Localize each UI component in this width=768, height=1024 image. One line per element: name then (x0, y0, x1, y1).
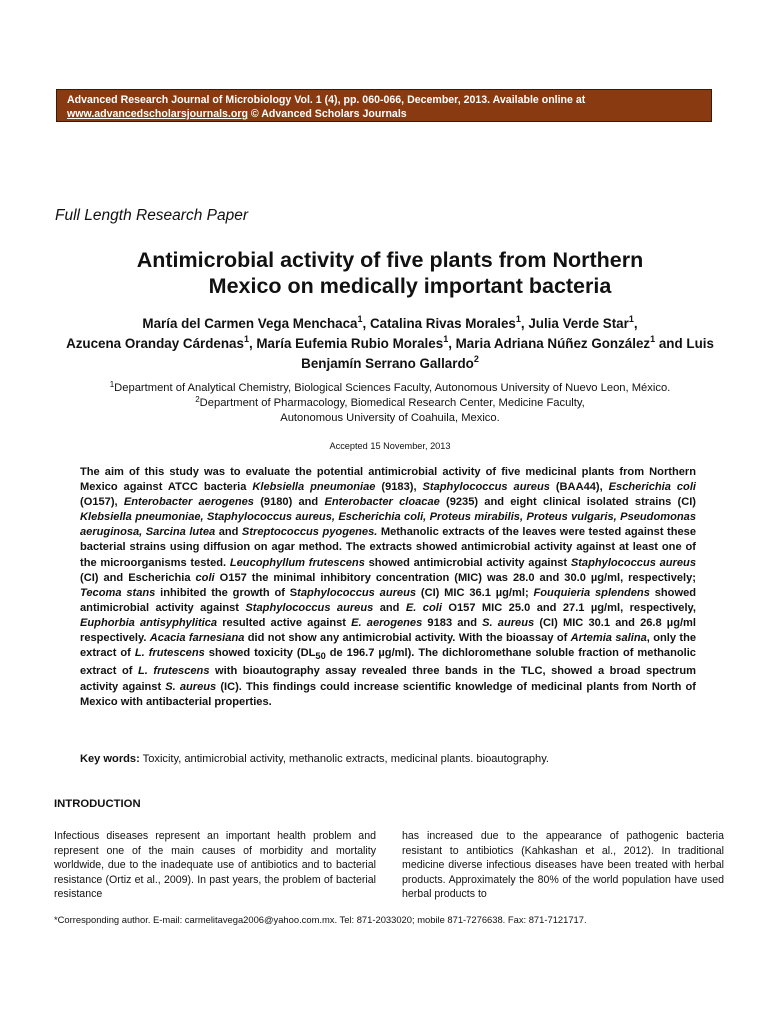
paper-title (60, 247, 720, 299)
affiliation-number: 1 (109, 380, 115, 389)
keywords-text: Toxicity, antimicrobial activity, methanolic extracts, medicinal plants. bioautography. (139, 753, 550, 765)
abstract-span: Methanolic extracts of the leaves were tested against these bacterial strains using diffusion on agar method. The extracts showed antimicrobial activity against at least one of the microorganisms tested. (80, 526, 697, 569)
intro-column-left: Infectious diseases represent an important health problem and represent one of the main causes of morbidity and mortality worldwide, due to the inadequate use of antibiotics and to bacterial resistance (Ortiz et al., 2009). In past years, the problem of bacterial resistance (54, 830, 376, 901)
affiliation-marker: 2 (473, 354, 479, 364)
author-name: Catalina Rivas Morales (369, 316, 516, 331)
abstract-text (80, 465, 696, 710)
abstract-span: showed toxicity (DL (204, 647, 316, 660)
species-name: Escherichia coli (608, 481, 696, 494)
title-line-2: Mexico on medically important bacteria (208, 274, 612, 298)
abstract-span: (9180) and (253, 496, 325, 509)
abstract-span: with bioautography assay revealed three bands in the TLC, showed a broad spectrum activity against (80, 665, 696, 693)
journal-citation: Advanced Research Journal of Microbiology Vol. 1 (4), pp. 060-066, December, 2013. Available online at (67, 94, 586, 106)
species-name: coli (195, 571, 215, 584)
abstract-span: de 196.7 µg/ml). The dichloromethane soluble fraction of methanolic extract of (80, 647, 696, 678)
species-name: Staphylococcus aureus (570, 556, 696, 569)
title-line-1: Antimicrobial activity of five plants from Northern (136, 248, 644, 272)
abstract-span: , only the extract of (80, 632, 697, 660)
copyright-notice: © Advanced Scholars Journals (247, 108, 407, 120)
abstract-span: (CI) and Escherichia (80, 571, 196, 584)
affiliation-1 (60, 381, 720, 396)
species-name: Euphorbia antisyphylitica (80, 616, 218, 629)
species-name: S. aureus (165, 680, 217, 693)
journal-banner (56, 89, 712, 122)
species-name: Fouquieria splendens (533, 586, 650, 599)
paper-type: Full Length Research Paper (55, 207, 249, 224)
journal-url-link[interactable]: www.advancedscholarsjournals.org (67, 108, 248, 120)
keywords (80, 753, 700, 765)
author-name: Julia Verde Star (528, 316, 629, 331)
abstract-span: and (215, 526, 242, 539)
affiliation-text: Department of Analytical Chemistry, Biological Sciences Faculty, Autonomous University of Nuevo Leon, México. (114, 382, 671, 394)
species-name: E. coli (405, 601, 442, 614)
abstract-span: (CI) MIC 36.1 µg/ml; (416, 586, 534, 599)
species-name: L. frutescens (134, 647, 205, 660)
abstract-span: and (373, 601, 406, 614)
species-name: Tecoma stans (80, 586, 156, 599)
author-line-2: Azucena Oranday Cárdenas$^1$, María Eufemia Rubio Morales$^1$, Maria Adriana Núñez González$^1$ and Luis Benjamín Serrano Gallardo$^2$ (66, 334, 714, 371)
intro-column-right: has increased due to the appearance of pathogenic bacteria resistant to antibiotics (Kahkashan et al., 2012). In traditional medicine diverse infectious diseases have been treated with herbal products. Approximately the 80% of the world population have used herbal products to (402, 830, 724, 901)
author-list (60, 314, 720, 374)
abstract-span: resulted active against (217, 616, 352, 629)
species-name: Streptococcus pyogenes. (241, 526, 378, 539)
keywords-label: Key words: (80, 753, 140, 765)
affiliation-marker: 1 (243, 334, 249, 344)
affiliations (60, 381, 720, 426)
affiliation-marker: 1 (515, 314, 521, 324)
accepted-date: Accepted 15 November, 2013 (329, 441, 451, 451)
species-name: Klebsiella pneumoniae (252, 481, 376, 494)
affiliation-3: Autonomous University of Coahuila, Mexico. (280, 412, 500, 424)
affiliation-2 (60, 396, 720, 411)
abstract-span: O157 the minimal inhibitory concentration (MIC) was 28.0 and 30.0 µg/ml, respectively; (214, 571, 696, 584)
species-name: Staphylococcus aureus (245, 601, 374, 614)
species-name: Enterobacter cloacae (324, 496, 440, 509)
species-name: L. frutescens (137, 665, 210, 678)
affiliation-marker: 1 (357, 314, 363, 324)
abstract-span: 9183 and (422, 616, 483, 629)
abstract-span: The aim of this study was to evaluate the potential antimicrobial activity of five medicinal plants from Northern Mexico against ATCC bacteria (80, 466, 696, 494)
abstract-span: (O157), (80, 496, 124, 509)
species-name: Leucophyllum frutescens (229, 556, 365, 569)
species-name: Enterobacter aerogenes (123, 496, 254, 509)
species-name: S. aureus (482, 616, 535, 629)
author-name: Luis Benjamín Serrano Gallardo (301, 336, 714, 371)
abstract-span: (9235) and eight clinical isolated strains (CI) (439, 496, 696, 509)
species-name: Staphylococcus aureus (422, 481, 550, 494)
abstract-span: (CI) MIC 30.1 and 26.8 µg/ml respectively. (80, 616, 697, 645)
author-name: Maria Adriana Núñez González (455, 336, 651, 351)
section-heading-introduction: INTRODUCTION (54, 798, 141, 810)
author-name: Azucena Oranday Cárdenas (66, 336, 244, 351)
author-name: María Eufemia Rubio Morales (256, 336, 444, 351)
species-name: E. aerogenes (351, 616, 423, 629)
abstract-span: (9183), (375, 481, 423, 494)
affiliation-text: Department of Pharmacology, Biomedical Research Center, Medicine Faculty, (199, 397, 585, 409)
subscript: 50 (315, 651, 326, 662)
affiliation-number: 2 (195, 395, 200, 404)
author-line-1: María del Carmen Vega Menchaca$^1$, Catalina Rivas Morales$^1$, Julia Verde Star$^1$, (142, 314, 638, 331)
abstract-span: O157 MIC 25.0 and 27.1 µg/ml, respectively, (441, 601, 696, 614)
species-name: Acacia farnesiana (149, 632, 245, 645)
corresponding-author-footnote: *Corresponding author. E-mail: carmelitavega2006@yahoo.com.mx. Tel: 871-2033020; mobile 871-7276638. Fax: 871-7121717. (54, 914, 587, 925)
author-name: María del Carmen Vega Menchaca (142, 316, 358, 331)
abstract-span: (IC). This findings could increase scientific knowledge of medicinal plants from North of Mexico with antibacterial properties. (80, 680, 696, 708)
abstract-span: did not show any antimicrobial activity. With the bioassay of (244, 632, 571, 645)
abstract (80, 465, 696, 710)
abstract-span: inhibited the growth of S (155, 586, 298, 599)
abstract-span: showed antimicrobial activity against (80, 586, 697, 614)
abstract-span: (BAA44), (549, 481, 609, 494)
author-conjunction: and (658, 336, 683, 351)
affiliation-marker: 1 (628, 314, 634, 324)
species-name: Artemia salina (570, 632, 647, 645)
species-name: Klebsiella pneumoniae, Staphylococcus aureus, Escherichia coli, Proteus mirabilis, Proteus vulgaris, Pseudomonas aeruginosa, Sarcina lutea (80, 511, 696, 539)
affiliation-marker: 1 (443, 334, 449, 344)
species-name: taphylococcus aureus (297, 586, 417, 599)
abstract-span: showed antimicrobial activity against (364, 556, 571, 569)
affiliation-marker: 1 (650, 334, 656, 344)
